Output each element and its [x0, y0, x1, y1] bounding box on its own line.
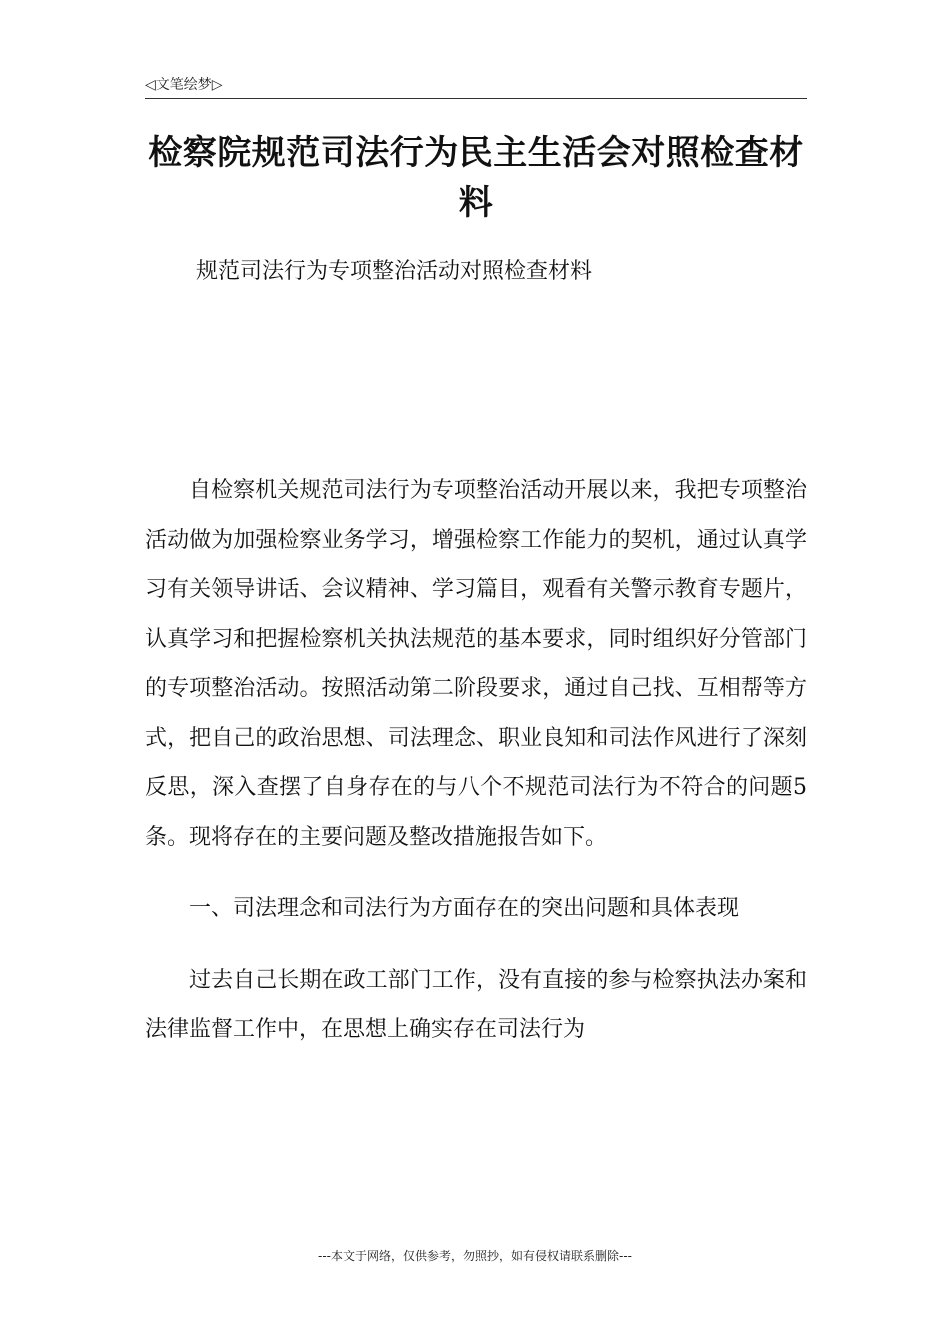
header-divider	[145, 98, 807, 99]
document-title: 检察院规范司法行为民主生活会对照检查材料	[148, 133, 804, 223]
document-body	[145, 466, 807, 1055]
page-footer: ---本文于网络，仅供参考，勿照抄，如有侵权请联系删除---	[318, 1249, 632, 1263]
page-header: ◁文笔绘梦▷	[145, 77, 223, 93]
paragraph-section-1: 过去自己长期在政工部门工作，没有直接的参与检察执法办案和法律监督工作中，在思想上确实存在司法行为	[145, 967, 807, 1042]
paragraph-intro: 自检察机关规范司法行为专项整治活动开展以来，我把专项整治活动做为加强检察业务学习，增强检察工作能力的契机，通过认真学习有关领导讲话、会议精神、学习篇目，观看有关警示教育专题片，认真学习和把握检察机关执法规范的基本要求，同时组织好分管部门的专项整治活动。按照活动第二阶段要求，通过自己找、互相帮等方式，把自己的政治思想、司法理念、职业良知和司法作风进行了深刻反思，深入查摆了自身存在的与八个不规范司法行为不符合的问题5条。现将存在的主要问题及整改措施报告如下。	[145, 478, 807, 850]
document-subtitle: 规范司法行为专项整治活动对照检查材料	[196, 259, 593, 284]
section-heading-1: 一、司法理念和司法行为方面存在的突出问题和具体表现	[189, 896, 740, 921]
